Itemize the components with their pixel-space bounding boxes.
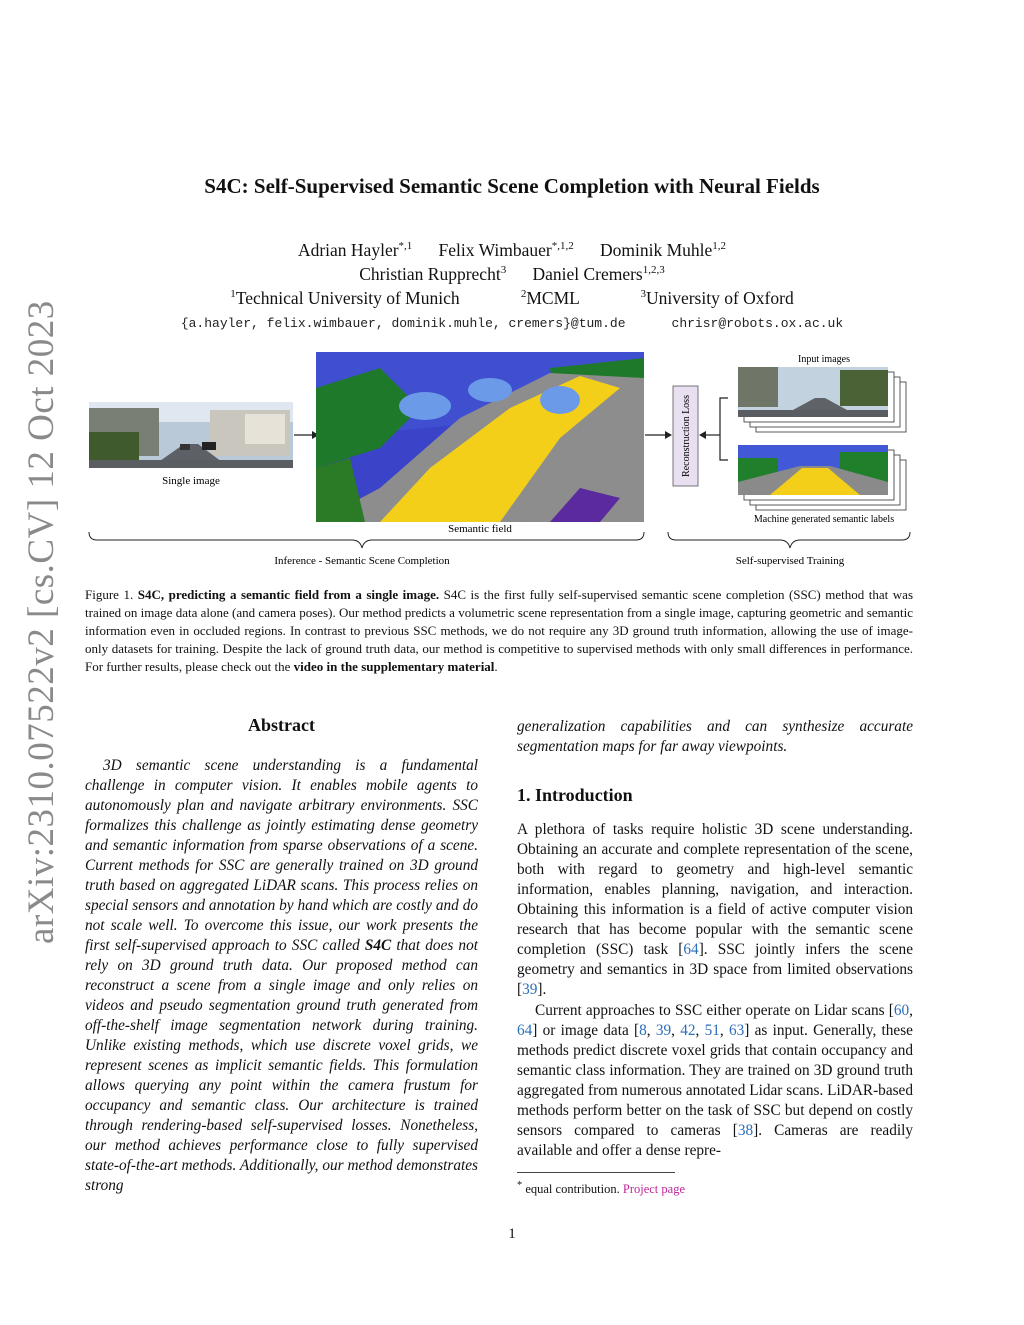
email-tum: {a.hayler, felix.wimbauer, dominik.muhle, cremers}@tum.de [180, 316, 626, 331]
intro-text: ] or image data [ [532, 1022, 640, 1039]
author-name: Adrian Hayler [297, 240, 399, 260]
abstract-heading: Abstract [248, 715, 315, 735]
email-line [0, 316, 1024, 331]
author-line-1 [0, 240, 1024, 261]
training-label: Self-supervised Training [735, 555, 845, 567]
citation-link[interactable]: 39 [655, 1022, 672, 1039]
inference-brace [89, 532, 644, 548]
intro-text: ] as input. Generally, these methods predict discrete voxel grids that contain occupancy and semantic class information. They are trained on 3D ground truth aggregated from numerous annotated Lidar scans. LiDAR-based methods perform better on the task of SSC but depend on costly sensors compared to cameras [ [517, 1022, 913, 1139]
paper-title: S4C: Self-Supervised Semantic Scene Completion with Neural Fields [204, 174, 820, 198]
citation-link[interactable]: 38 [737, 1122, 754, 1139]
caption-text: S4C is the first fully self-supervised semantic scene completion (SSC) method that was trained on image data alone (and camera poses). Our method predicts a volumetric scene representation from a single image, capturing geometric and semantic information even in occluded regions. In contrast to previous SSC methods, we do not require any 3D ground truth information, allowing the use of image-only datasets for training. Despite the lack of ground truth data, our method is competitive to supervised methods with only small differences in performance. For further results, please check out the [85, 587, 914, 674]
affiliation: MCML [526, 288, 580, 308]
author-name: Dominik Muhle [599, 240, 713, 260]
abstract-body [85, 756, 478, 1196]
citation-link[interactable]: 39 [522, 981, 538, 998]
stack-connector [720, 398, 728, 460]
caption-bold-end: video in the supplementary material [293, 659, 495, 674]
caption-end: . [494, 659, 498, 674]
affiliation: University of Oxford [645, 288, 794, 308]
inference-label: Inference - Semantic Scene Completion [274, 555, 450, 567]
arxiv-identifier: arXiv:2310.07522v2 [cs.CV] 12 Oct 2023 [21, 300, 62, 944]
author-mark: 3 [500, 264, 507, 277]
citation-link[interactable]: 51 [704, 1022, 720, 1039]
author-name: Felix Wimbauer [438, 240, 552, 260]
caption-prefix: Figure 1. [85, 587, 134, 602]
semantic-field-render [316, 352, 644, 522]
project-page-link[interactable]: Project page [622, 1182, 686, 1197]
affiliation: Technical University of Munich [235, 288, 460, 308]
input-images-stack [738, 367, 906, 432]
single-image-photo [89, 402, 293, 468]
reconstruction-loss-label: Reconstruction Loss [681, 395, 692, 477]
citation-link[interactable]: 64 [683, 941, 699, 958]
intro-paragraph-2: Current approaches to SSC either operate on Lidar scans [60, 64] or image data [8, 39, 42, 51, 63] as input. Generally, these methods predict discrete voxel grids that contain occupancy and semantic class information. They are trained on 3D ground truth aggregated from numerous annotated Lidar scans. LiDAR-based methods perform better on the task of SSC but depend on costly sensors compared to cameras [38]. Cameras are readily available and offer a dense repre- [517, 1002, 913, 1159]
abstract-continued: generalization capabilities and can synthesize accurate segmentation maps for far away viewpoints. [517, 718, 913, 755]
intro-text: Current approaches to SSC either operate on Lidar scans [ [535, 1002, 894, 1019]
author-name: Christian Rupprecht [359, 264, 501, 284]
citation-link[interactable]: 64 [517, 1022, 533, 1039]
citation-link[interactable]: 63 [728, 1022, 745, 1039]
author-mark: 1,2 [712, 240, 727, 253]
abstract-text: that does not rely on 3D ground truth data. Our proposed method can reconstruct a scene from a single image and only relies on videos and pseudo segmentation ground truth generated from off-the-shelf image segmentation network during training. Unlike existing methods, which use discrete voxel grids, we represent scenes as implicit semantic fields. This formulation allows querying any point within the camera frustum for occupancy and semantic class. Our architecture is trained through rendering-based self-supervised losses. Nonetheless, our method achieves performance close to fully supervised state-of-the-art methods. Additionally, our method demonstrates strong [85, 937, 478, 1194]
abstract-bold: S4C [364, 937, 392, 954]
arrow-head [699, 431, 706, 439]
citation-link[interactable]: 8 [639, 1022, 647, 1039]
semantic-field-label: Semantic field [448, 523, 512, 535]
author-line-2 [0, 264, 1024, 285]
intro-text: A plethora of tasks require holistic 3D scene understanding. Obtaining an accurate and complete representation of the scene, both with regard to geometry and high-level semantic information, enables planning, navigation, and interaction. Obtaining this information is a field of active computer vision research that has become popular with the semantic scene completion (SSC) task [ [517, 821, 913, 958]
citation-link[interactable]: 42 [680, 1022, 696, 1039]
intro-text: ]. Cameras are readily available and offer a dense repre- [517, 1122, 913, 1159]
citation-link[interactable]: 60 [893, 1002, 910, 1019]
intro-text: ]. SSC jointly infers the scene geometry and semantics in 3D space from limited observations [ [517, 941, 913, 998]
single-image-label: Single image [162, 475, 220, 487]
machine-labels-label: Machine generated semantic labels [753, 514, 895, 525]
footnote-mark: * [517, 1180, 523, 1191]
page-number: 1 [508, 1226, 516, 1242]
author-mark: *,1 [398, 240, 413, 253]
author-name: Daniel Cremers [532, 264, 643, 284]
figure-caption [85, 586, 913, 676]
semantic-labels-stack [738, 445, 906, 510]
footnote-rule [517, 1172, 675, 1173]
footnote [517, 1180, 685, 1197]
training-brace [668, 532, 910, 548]
intro-paragraph-1 [517, 820, 913, 1000]
email-oxford: chrisr@robots.ox.ac.uk [671, 316, 844, 331]
affiliation-mark: 3 [640, 288, 646, 301]
caption-bold: S4C, predicting a semantic field from a single image. [137, 587, 440, 602]
affiliation-mark: 1 [230, 288, 236, 301]
author-mark: 1,2,3 [642, 264, 665, 277]
affiliations [0, 288, 1024, 309]
footnote-text: equal contribution. [525, 1182, 620, 1197]
figure-1 [80, 348, 920, 570]
abstract-text: 3D semantic scene understanding is a fundamental challenge in computer vision. It enables mobile agents to autonomously plan and navigate arbitrary environments. SSC formalizes this challenge as jointly estimating dense geometry and semantic information from sparse observations of a scene. Current methods for SSC are generally trained on 3D ground truth based on aggregated LiDAR scans. This process relies on special sensors and annotation by hand which are costly and do not scale well. To overcome this issue, our work presents the first self-supervised approach to SSC called [85, 757, 478, 954]
intro-heading: 1. Introduction [517, 785, 633, 805]
author-mark: *,1,2 [551, 240, 574, 253]
affiliation-mark: 2 [520, 288, 527, 301]
input-images-label: Input images [798, 354, 850, 365]
arrow-head [665, 431, 672, 439]
intro-text: ]. [537, 981, 547, 998]
